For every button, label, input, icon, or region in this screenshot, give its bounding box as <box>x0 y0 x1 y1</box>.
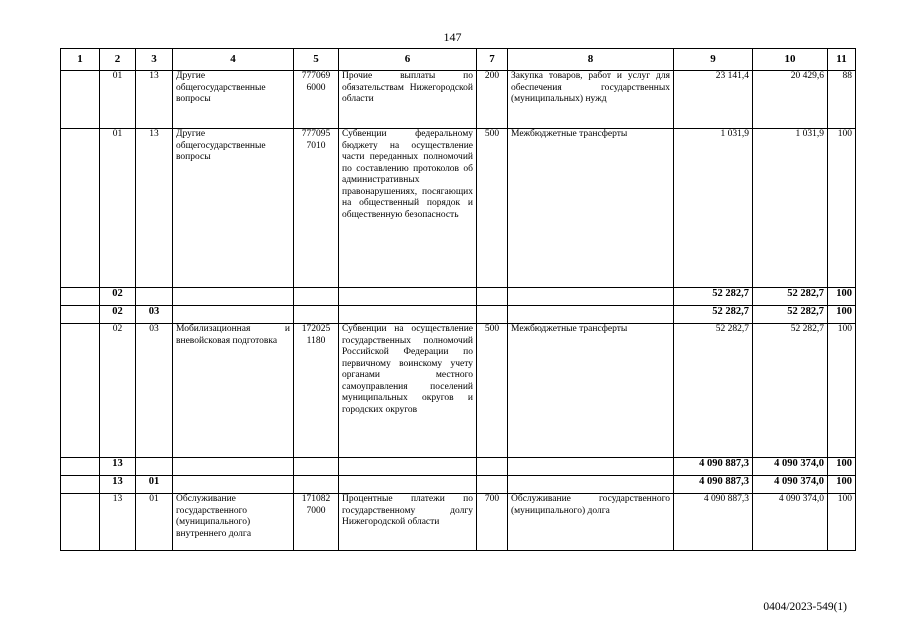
cell-planned: 23 141,4 <box>674 71 753 129</box>
cell-subsection: 01 <box>136 494 173 551</box>
cell-expense-type <box>477 458 508 476</box>
col-header-10: 10 <box>753 49 828 71</box>
cell-subsection: 03 <box>136 306 173 324</box>
cell-target-code <box>294 458 339 476</box>
cell-expense-type <box>477 306 508 324</box>
budget-table <box>60 48 856 551</box>
cell-target-code <box>294 476 339 494</box>
cell-expense-type: 500 <box>477 129 508 288</box>
cell-planned: 52 282,7 <box>674 288 753 306</box>
cell-planned: 4 090 887,3 <box>674 476 753 494</box>
cell-expense-type <box>477 476 508 494</box>
cell-percent: 100 <box>828 288 856 306</box>
cell-subsection-name <box>173 476 294 494</box>
cell-percent: 88 <box>828 71 856 129</box>
cell-expense-name <box>508 288 674 306</box>
cell-executed: 52 282,7 <box>753 306 828 324</box>
cell-1 <box>61 288 100 306</box>
col-header-9: 9 <box>674 49 753 71</box>
cell-expense-type: 700 <box>477 494 508 551</box>
cell-executed: 4 090 374,0 <box>753 476 828 494</box>
cell-1 <box>61 129 100 288</box>
cell-subsection: 13 <box>136 71 173 129</box>
total-row <box>61 476 856 494</box>
cell-subsection: 13 <box>136 129 173 288</box>
cell-percent: 100 <box>828 494 856 551</box>
cell-planned: 52 282,7 <box>674 324 753 458</box>
cell-section: 13 <box>100 458 136 476</box>
cell-expense-name: Обслуживание государственного (муниципального) долга <box>508 494 674 551</box>
page-number: 147 <box>443 30 462 44</box>
col-header-2: 2 <box>100 49 136 71</box>
cell-section: 01 <box>100 71 136 129</box>
cell-executed: 20 429,6 <box>753 71 828 129</box>
cell-executed: 52 282,7 <box>753 324 828 458</box>
cell-expense-type: 200 <box>477 71 508 129</box>
cell-subsection-name <box>173 288 294 306</box>
table-row <box>61 71 856 129</box>
cell-1 <box>61 324 100 458</box>
col-header-6: 6 <box>339 49 477 71</box>
cell-target-code: 777069 6000 <box>294 71 339 129</box>
cell-target-code <box>294 306 339 324</box>
cell-section: 01 <box>100 129 136 288</box>
cell-1 <box>61 71 100 129</box>
cell-expense-name <box>508 476 674 494</box>
cell-subsection-name: Другие общегосударственные вопросы <box>173 71 294 129</box>
cell-planned: 1 031,9 <box>674 129 753 288</box>
cell-1 <box>61 476 100 494</box>
cell-1 <box>61 494 100 551</box>
cell-1 <box>61 306 100 324</box>
cell-expense-type <box>477 288 508 306</box>
cell-executed: 1 031,9 <box>753 129 828 288</box>
cell-target-name <box>339 306 477 324</box>
cell-executed: 4 090 374,0 <box>753 458 828 476</box>
col-header-3: 3 <box>136 49 173 71</box>
cell-percent: 100 <box>828 458 856 476</box>
cell-expense-type: 500 <box>477 324 508 458</box>
table-row <box>61 494 856 551</box>
total-row <box>61 458 856 476</box>
cell-target-code: 171082 7000 <box>294 494 339 551</box>
cell-expense-name <box>508 306 674 324</box>
col-header-5: 5 <box>294 49 339 71</box>
header-row <box>61 49 856 71</box>
cell-1 <box>61 458 100 476</box>
cell-planned: 4 090 887,3 <box>674 458 753 476</box>
cell-percent: 100 <box>828 306 856 324</box>
cell-target-name <box>339 288 477 306</box>
cell-subsection <box>136 288 173 306</box>
col-header-11: 11 <box>828 49 856 71</box>
cell-target-name: Прочие выплаты по обязательствам Нижегородской области <box>339 71 477 129</box>
cell-target-name: Субвенции федеральному бюджету на осуществление части переданных полномочий по составлению протоколов об административных правонарушениях, посягающих на общественный порядок и общественную безопасность <box>339 129 477 288</box>
cell-target-name <box>339 476 477 494</box>
cell-target-name: Процентные платежи по государственному долгу Нижегородской области <box>339 494 477 551</box>
cell-expense-name <box>508 458 674 476</box>
cell-subsection-name <box>173 306 294 324</box>
cell-section: 13 <box>100 476 136 494</box>
cell-target-code <box>294 288 339 306</box>
total-row <box>61 306 856 324</box>
cell-subsection-name: Другие общегосударственные вопросы <box>173 129 294 288</box>
cell-section: 02 <box>100 306 136 324</box>
cell-subsection: 03 <box>136 324 173 458</box>
cell-subsection-name: Мобилизационная и вневойсковая подготовка <box>173 324 294 458</box>
total-row <box>61 288 856 306</box>
cell-section: 13 <box>100 494 136 551</box>
cell-percent: 100 <box>828 129 856 288</box>
cell-expense-name: Межбюджетные трансферты <box>508 324 674 458</box>
cell-planned: 52 282,7 <box>674 306 753 324</box>
col-header-8: 8 <box>508 49 674 71</box>
document-number: 0404/2023-549(1) <box>763 601 847 613</box>
cell-section: 02 <box>100 324 136 458</box>
col-header-7: 7 <box>477 49 508 71</box>
cell-expense-name: Межбюджетные трансферты <box>508 129 674 288</box>
cell-target-code: 777095 7010 <box>294 129 339 288</box>
col-header-1: 1 <box>61 49 100 71</box>
cell-subsection <box>136 458 173 476</box>
cell-expense-name: Закупка товаров, работ и услуг для обеспечения государственных (муниципальных) нужд <box>508 71 674 129</box>
table-row <box>61 324 856 458</box>
cell-section: 02 <box>100 288 136 306</box>
cell-percent: 100 <box>828 324 856 458</box>
cell-subsection-name: Обслуживание государственного (муниципального) внутреннего долга <box>173 494 294 551</box>
cell-target-code: 172025 1180 <box>294 324 339 458</box>
cell-subsection: 01 <box>136 476 173 494</box>
cell-executed: 52 282,7 <box>753 288 828 306</box>
table-row <box>61 129 856 288</box>
cell-executed: 4 090 374,0 <box>753 494 828 551</box>
cell-planned: 4 090 887,3 <box>674 494 753 551</box>
col-header-4: 4 <box>173 49 294 71</box>
cell-percent: 100 <box>828 476 856 494</box>
cell-target-name <box>339 458 477 476</box>
cell-target-name: Субвенции на осуществление государственных полномочий Российской Федерации по первичному воинскому учету органами местного самоуправления поселений муниципальных округов и городских округов <box>339 324 477 458</box>
cell-subsection-name <box>173 458 294 476</box>
